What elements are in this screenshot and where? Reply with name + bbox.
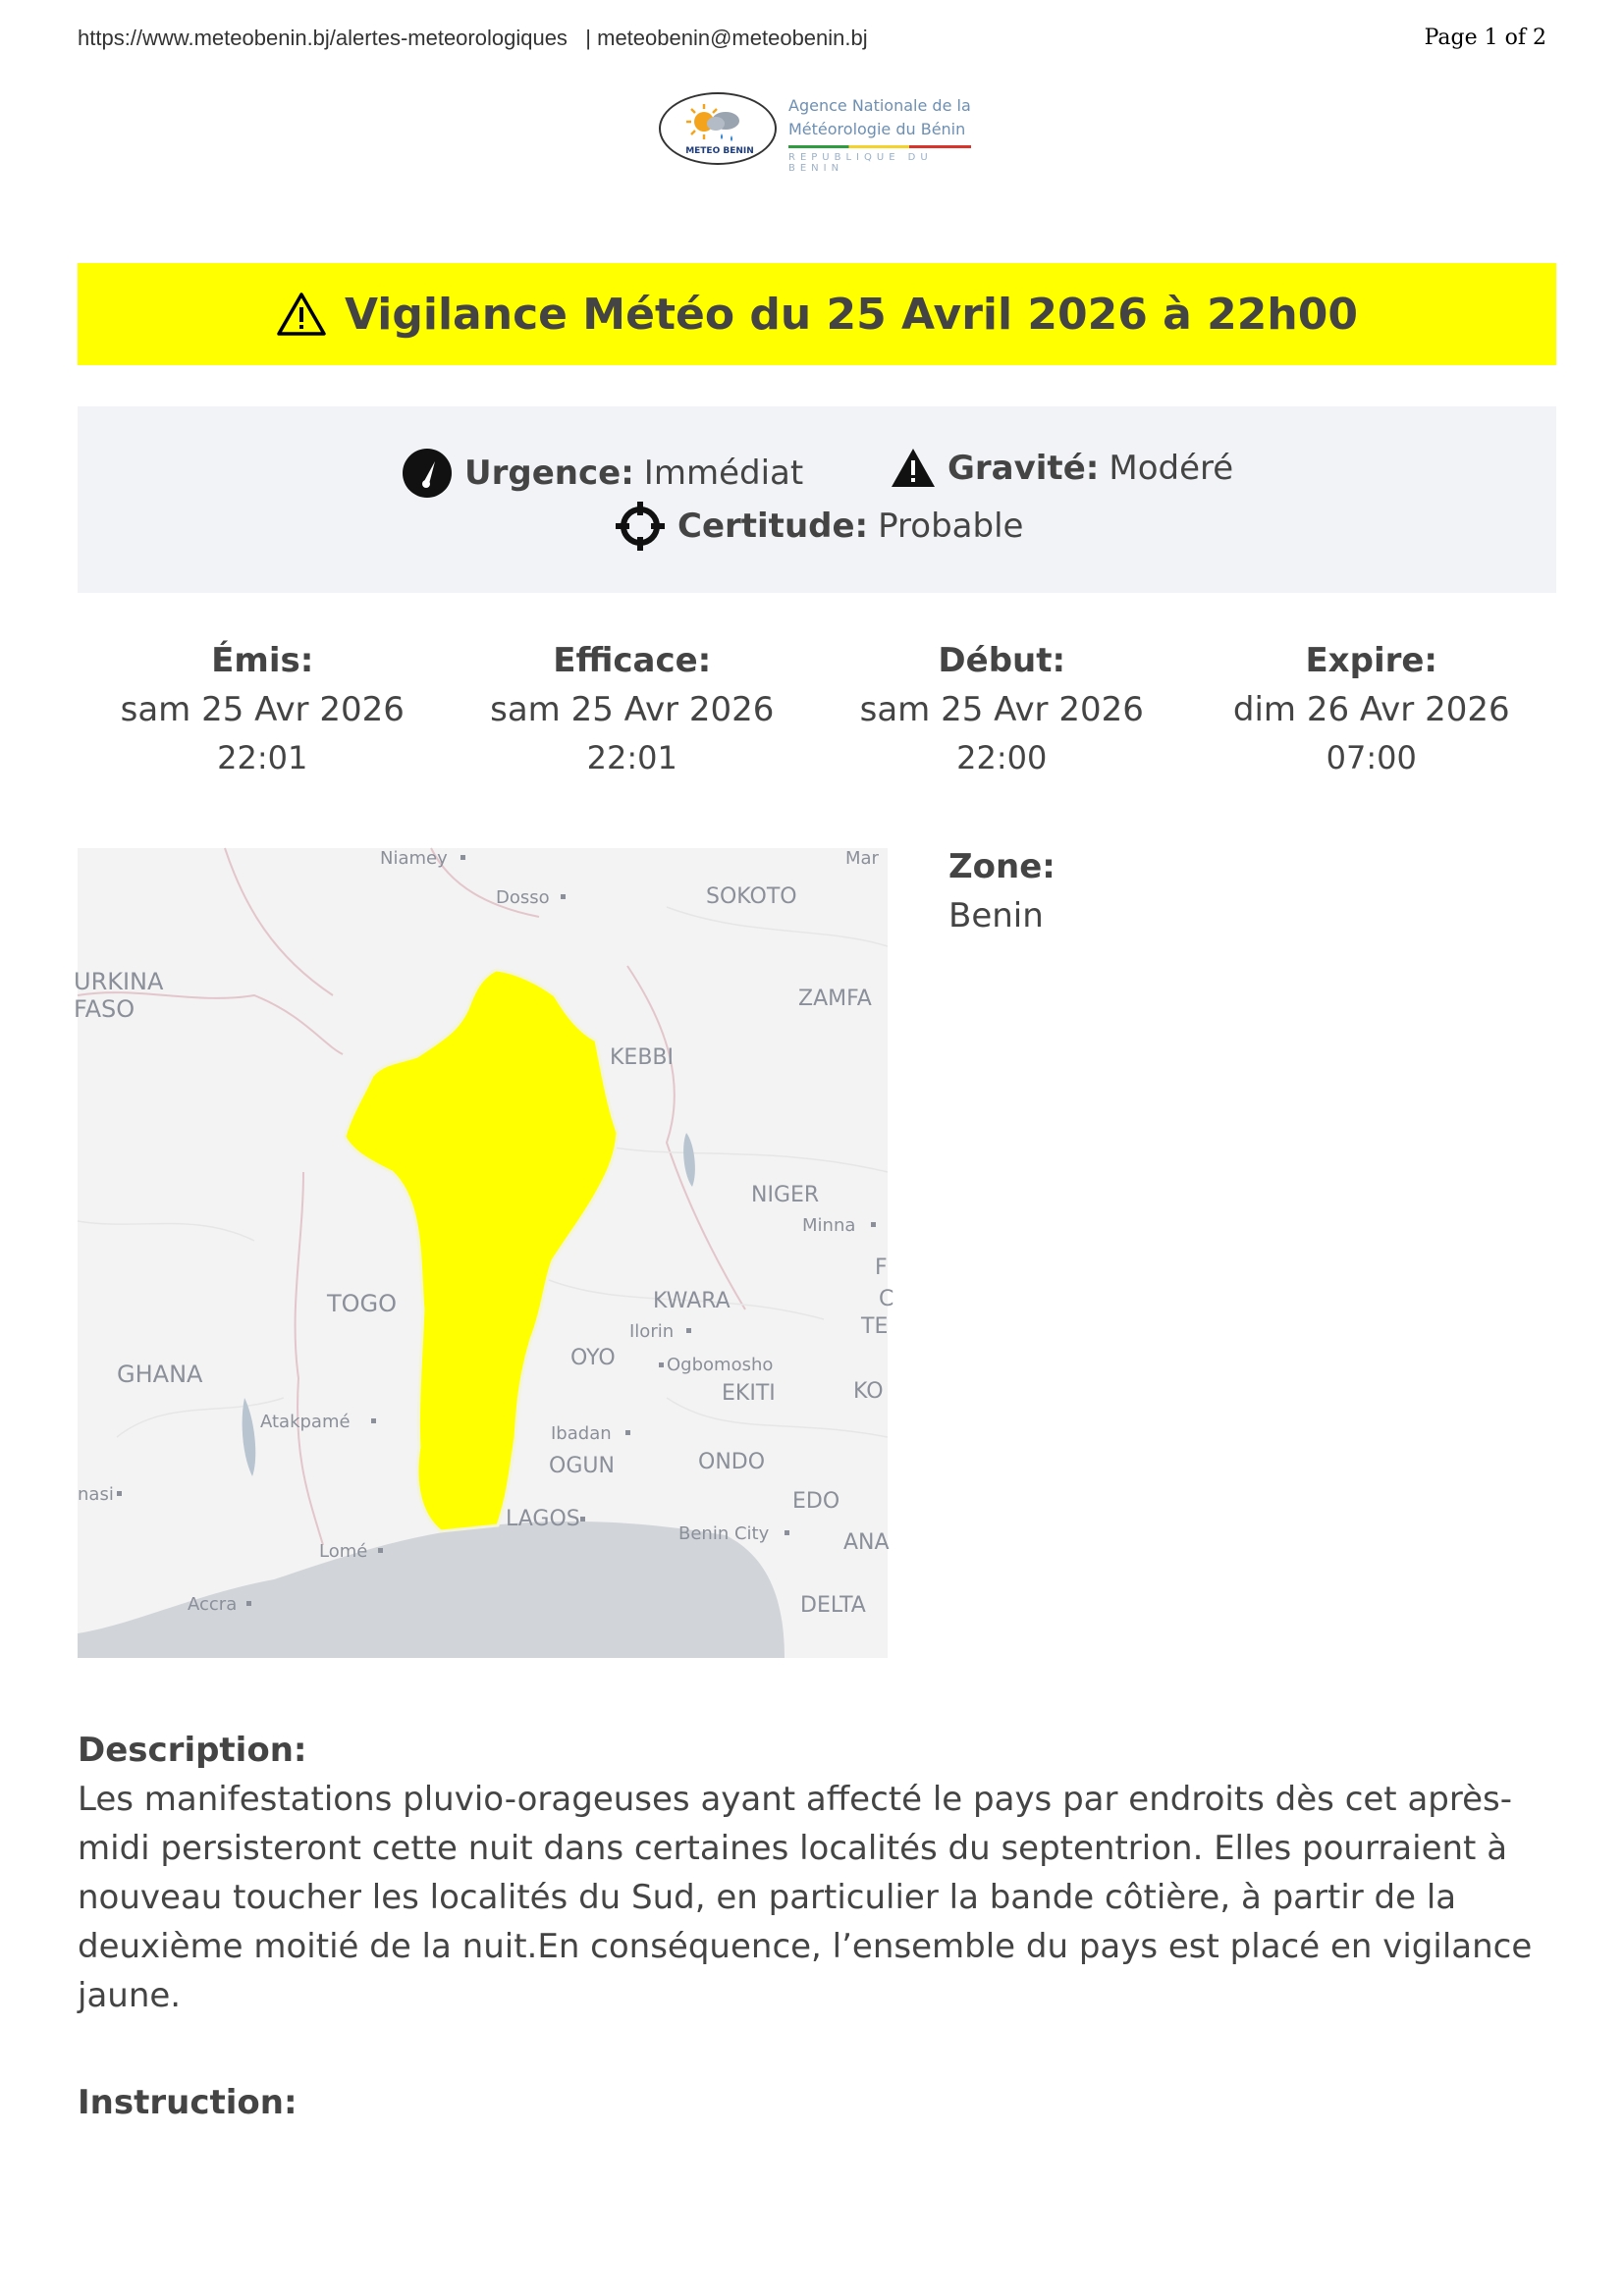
zone-section xyxy=(948,842,1056,940)
date-effective-label: Efficace: xyxy=(553,641,712,680)
map-label-lagos: LAGOS xyxy=(506,1507,580,1531)
certainty-item xyxy=(615,501,1023,552)
severity-warning-icon xyxy=(891,448,936,489)
logo-wordmark xyxy=(788,94,973,174)
logo-line-meteo: Météorologie du Bénin xyxy=(788,120,966,138)
map-label-zamfara: ZAMFA xyxy=(798,987,872,1011)
city-dot-icon xyxy=(460,855,465,860)
alert-zone-map[interactable] xyxy=(74,848,894,1658)
date-expires xyxy=(1187,636,1557,781)
urgency-item xyxy=(402,448,803,499)
map-label-togo: TOGO xyxy=(327,1290,398,1317)
map-label-burkina-1: URKINA xyxy=(74,968,164,995)
city-dot-icon xyxy=(378,1548,383,1553)
city-dot-icon xyxy=(659,1362,664,1367)
map-label-ekiti: EKITI xyxy=(722,1381,776,1406)
map-label-ibadan: Ibadan xyxy=(551,1423,612,1444)
map-label-fct: F xyxy=(875,1255,888,1280)
logo-line-agency: Agence Nationale de la xyxy=(788,96,971,115)
map-label-burkina-2: FASO xyxy=(74,995,135,1023)
urgency-label: Urgence: xyxy=(464,454,634,493)
map-label-c: C xyxy=(879,1287,894,1311)
alert-title-banner xyxy=(78,263,1556,365)
date-effective-time: 22:01 xyxy=(586,739,677,776)
map-label-niamey: Niamey xyxy=(380,848,448,869)
alert-title: Vigilance Météo du 25 Avril 2026 à 22h00 xyxy=(345,289,1358,340)
description-text: Les manifestations pluvio-orageuses ayant affecté le pays par endroits dès cet après-midi persisteront cette nuit dans certaines localités du septentrion. Elles pourraient à nouveau toucher les localités du Sud, en particulier la bande côtière, à partir de la deuxième moitié de la nuit.En conséquence, l’ensemble du pays est placé en vigilance jaune. xyxy=(78,1780,1533,2015)
date-issued-date: sam 25 Avr 2026 xyxy=(120,690,405,729)
date-onset-label: Début: xyxy=(938,641,1066,680)
alert-meta-panel xyxy=(78,406,1556,593)
city-dot-icon xyxy=(686,1328,691,1333)
urgency-value: Immédiat xyxy=(643,454,804,493)
city-dot-icon xyxy=(580,1517,585,1522)
contact-email-link[interactable]: meteobenin@meteobenin.bj xyxy=(597,26,868,50)
description-label: Description: xyxy=(78,1731,307,1770)
map-label-te: TE xyxy=(861,1314,889,1339)
map-label-ogbomosho: Ogbomosho xyxy=(667,1355,774,1375)
date-effective xyxy=(448,636,818,781)
logo-badge xyxy=(659,92,777,165)
date-expires-date: dim 26 Avr 2026 xyxy=(1232,690,1510,729)
certainty-value: Probable xyxy=(878,507,1024,546)
severity-value: Modéré xyxy=(1109,449,1234,488)
city-dot-icon xyxy=(246,1601,251,1606)
city-dot-icon xyxy=(785,1530,789,1535)
instruction-label: Instruction: xyxy=(78,2083,298,2122)
logo-flag-divider xyxy=(788,145,971,148)
map-label-minna: Minna xyxy=(802,1215,856,1236)
map-label-kebbi: KEBBI xyxy=(610,1045,675,1070)
date-onset-time: 22:00 xyxy=(956,739,1048,776)
map-label-mar: Mar xyxy=(845,848,879,869)
city-dot-icon xyxy=(625,1430,630,1435)
zone-label: Zone: xyxy=(948,847,1056,886)
urgency-gauge-icon xyxy=(402,448,453,499)
source-url-link[interactable]: https://www.meteobenin.bj/alertes-meteorologiques xyxy=(78,26,568,50)
date-onset-date: sam 25 Avr 2026 xyxy=(859,690,1144,729)
warning-triangle-icon xyxy=(276,292,327,337)
zone-value: Benin xyxy=(948,896,1044,935)
date-effective-date: sam 25 Avr 2026 xyxy=(490,690,775,729)
map-label-dosso: Dosso xyxy=(496,887,550,908)
map-label-anambra: ANA xyxy=(843,1530,890,1555)
date-expires-label: Expire: xyxy=(1305,641,1438,680)
map-label-sokoto: SOKOTO xyxy=(706,884,797,909)
alert-dates-row xyxy=(78,636,1556,781)
severity-label: Gravité: xyxy=(947,449,1100,488)
header-separator: | xyxy=(573,26,598,50)
map-label-niger: NIGER xyxy=(751,1183,820,1207)
map-label-ghana: GHANA xyxy=(117,1361,203,1388)
map-label-edo: EDO xyxy=(792,1489,840,1514)
date-issued-time: 22:01 xyxy=(217,739,308,776)
city-dot-icon xyxy=(561,894,566,899)
map-label-ilorin: Ilorin xyxy=(629,1321,675,1342)
logo-badge-text: METEO BENIN xyxy=(685,146,754,156)
map-label-lome: Lomé xyxy=(319,1541,368,1562)
map-label-delta: DELTA xyxy=(800,1593,866,1618)
date-issued-label: Émis: xyxy=(211,641,314,680)
map-label-ondo: ONDO xyxy=(698,1450,766,1474)
crosshair-icon xyxy=(615,501,666,552)
map-canvas xyxy=(74,848,894,1658)
date-onset xyxy=(817,636,1187,781)
map-label-kwara: KWARA xyxy=(653,1289,731,1313)
map-label-oyo: OYO xyxy=(570,1346,616,1370)
map-label-accra: Accra xyxy=(188,1594,238,1615)
severity-item xyxy=(891,448,1233,489)
date-expires-time: 07:00 xyxy=(1326,739,1417,776)
sun-cloud-icon xyxy=(661,94,779,167)
description-section xyxy=(78,1726,1556,2020)
map-label-nasi: nasi xyxy=(78,1484,114,1505)
logo-line-republic: REPUBLIQUE DU BENIN xyxy=(788,152,933,174)
map-label-benin-city: Benin City xyxy=(678,1523,770,1544)
city-dot-icon xyxy=(371,1418,376,1423)
map-label-kogi: KO xyxy=(853,1379,884,1404)
page-header-source xyxy=(78,26,868,51)
certainty-label: Certitude: xyxy=(677,507,869,546)
city-dot-icon xyxy=(871,1222,876,1227)
city-dot-icon xyxy=(117,1491,122,1496)
map-label-atakpame: Atakpamé xyxy=(260,1412,351,1432)
page-indicator: Page 1 of 2 xyxy=(1424,26,1546,50)
date-issued xyxy=(78,636,448,781)
map-label-ogun: OGUN xyxy=(549,1454,615,1478)
meteo-benin-logo xyxy=(659,90,973,174)
